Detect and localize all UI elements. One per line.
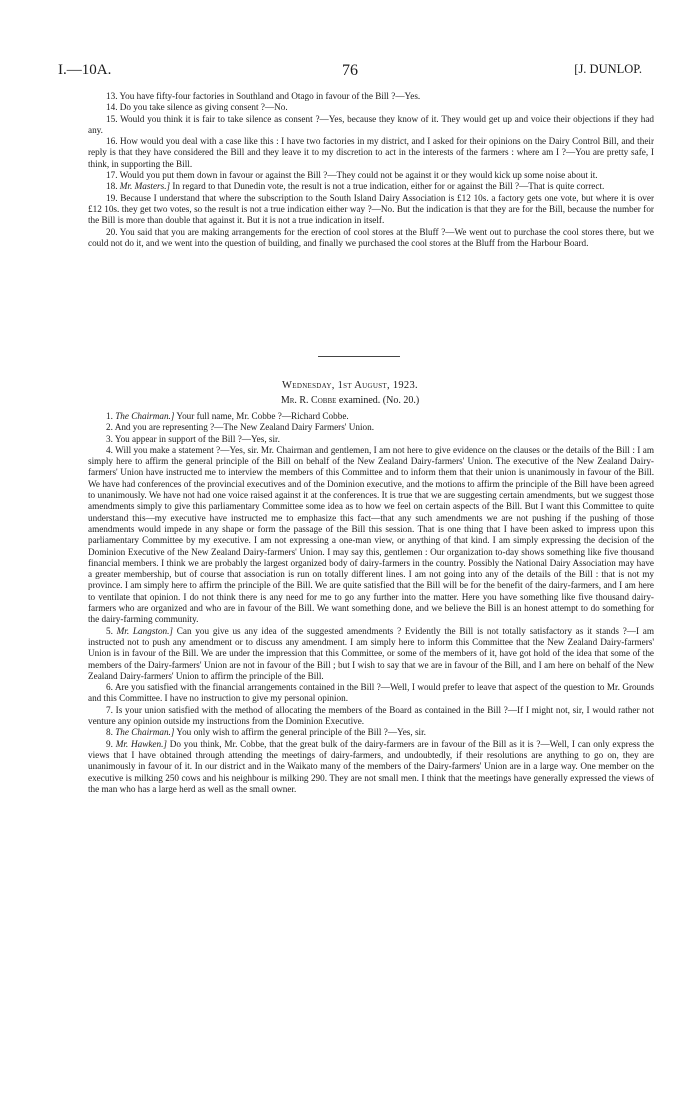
witness-name: Mr. R. Cobbe	[280, 395, 337, 406]
question-text: Would you think it is fair to take silence as consent ?—Yes, because they know of it. They would get up and voice their objections if they had any.	[88, 113, 655, 135]
page-number: 76	[342, 62, 358, 79]
section-divider	[318, 356, 400, 357]
question-text: You have fifty-four factories in Southland and Otago in favour of the Bill ?—Yes.	[119, 91, 421, 101]
question-paragraph	[88, 227, 654, 250]
question-number: 4.	[106, 444, 113, 455]
question-number: 20.	[106, 226, 118, 237]
speaker-name: Mr. Masters.]	[119, 181, 171, 192]
question-number: 9.	[106, 738, 113, 749]
speaker-name: The Chairman.]	[115, 411, 175, 421]
question-paragraph	[88, 193, 654, 227]
question-paragraph	[88, 727, 654, 738]
question-paragraph	[88, 739, 654, 795]
question-number: 6.	[106, 682, 113, 693]
question-number: 17.	[106, 170, 118, 181]
question-number: 15.	[106, 113, 118, 124]
question-paragraph	[88, 626, 654, 682]
question-paragraph	[88, 434, 654, 445]
question-number: 19.	[106, 192, 118, 203]
question-paragraph	[88, 114, 654, 137]
question-paragraph	[88, 682, 654, 705]
question-text: Do you take silence as giving consent ?—No.	[119, 102, 288, 113]
question-text: Do you think, Mr. Cobbe, that the great bulk of the dairy-farmers are in favour of the Bill as it is ?—Well, I can only express the views that I have obtained through attending the meetings of dairy-farmers, and undoubtedly, if their resolutions are anything to go on, they are unanimously in favour of it. In our district and in the Waikato many of the members of the Dairy-farmers' Union are in a large way. One member on the executive is milking 250 cows and his neighbour is milking 290. They are not small men. I think that the meetings have generally expressed the views of the man who has a large herd as well as the small owner.	[88, 738, 654, 794]
question-number: 8.	[106, 727, 113, 738]
witness-heading	[0, 395, 700, 406]
question-text: And you are representing ?—The New Zealand Dairy Farmers' Union.	[114, 422, 375, 433]
evidence-block-dunlop	[88, 91, 654, 249]
question-text: Will you make a statement ?—Yes, sir. Mr. Chairman and gentlemen, I am not here to give evidence on the clauses or the details of the Bill : I am simply here to affirm the general principle of the Bill on behalf of the New Zealand Dairy-farmers' Union. The executive of the New Zealand Dairy-farmers' Union have instructed me to interview the members of this Committee and to inform them that their union is unanimously in favour of the Bill. We have had conferences of the provincial executives and of the Dominion executive, and the motions to affirm the principle of the Bill have been agreed to unanimously. We have not had one voice raised against it at the conferences. It is true that we are suggesting certain amendments, but we suggest those amendments simply to give this parliamentary Committee some idea as to how we feel on certain aspects of the Bill. But I want this Committee to quite understand this—my executive have instructed me to emphasize this fact—that any such amendments we are not pushing if the pushing of those amendments would impede in any shape or form the passage of the Bill this session. That is one thing that I have been asked to impress upon this parliamentary Committee by my executive. I am not expressing a one-man view, or anything of that kind. I am simply expressing the decision of the Dominion Executive of the New Zealand Dairy-farmers' Union. I may say this, gentlemen : Our organization to-day shows something like five thousand financial members. I think we are probably the largest organized body of dairy-farmers in the country. Possibly the National Dairy Association may have a greater membership, but of course that association is run on totally different lines. I am not going into any of the details of the Bill : that is not my province. I am simply here to affirm the principle of the Bill. We are quite satisfied that the Bill will be for the benefit of the dairy-farmers, and I am here to ventilate that opinion. I do not think there is any need for me to go any further into the matter. Here you have something like five thousand dairy-farmers who are organized and who are in favour of the Bill. We want something done, and we believe the Bill is an honest attempt to do something for the dairy-farming community.	[88, 444, 654, 625]
question-paragraph	[88, 170, 654, 181]
question-number: 7.	[106, 704, 113, 715]
question-number: 1.	[106, 411, 113, 421]
question-text: Is your union satisfied with the method of allocating the members of the Board as contained in the Bill ?—If I might not, sir, I would rather not venture any opinion outside my instructions from the Dominion Executive.	[88, 704, 655, 727]
question-text: Would you put them down in favour or against the Bill ?—They could not be against it or they would kick up some noise about it.	[119, 170, 598, 181]
page-header	[58, 62, 642, 80]
speaker-name: Mr. Hawken.]	[115, 738, 167, 749]
question-paragraph	[88, 102, 654, 113]
question-paragraph	[88, 136, 654, 170]
question-number: 16.	[106, 136, 118, 147]
paper-reference: I.—10A.	[58, 62, 112, 78]
speaker-name: The Chairman.]	[115, 727, 175, 738]
question-paragraph	[88, 705, 654, 728]
question-paragraph	[88, 181, 654, 192]
question-number: 3.	[106, 433, 113, 444]
question-paragraph	[88, 422, 654, 433]
question-number: 18.	[106, 181, 118, 192]
question-text: You said that you are making arrangements for the erection of cool stores at the Bluff ?—We went out to purchase the cool stores there, but we could not do it, and we went into the question of building, and finally we purchased the cool stores at the Bluff from the Harbour Board.	[88, 226, 654, 248]
evidence-block-cobbe	[88, 411, 654, 795]
question-paragraph	[88, 91, 654, 102]
question-text: You appear in support of the Bill ?—Yes, sir.	[114, 433, 280, 444]
question-number: 14.	[106, 102, 118, 113]
question-number: 13.	[106, 91, 118, 101]
witness-heading-rest: examined. (No. 20.)	[338, 395, 420, 406]
question-paragraph	[88, 445, 654, 626]
question-paragraph	[88, 411, 654, 422]
question-text: Your full name, Mr. Cobbe ?—Richard Cobbe.	[176, 411, 349, 421]
witness-header: [J. DUNLOP.	[574, 62, 642, 76]
question-text: Because I understand that where the subscription to the South Island Dairy Association is £12 10s. a factory gets one vote, but where it is over £12 10s. they get two votes, so the result is not a true indication either way ?—No. But the indication is that they are for the Bill, because the number for the Bill is more than double that against it. But it is not a true indication in itself.	[88, 192, 655, 226]
question-text: Are you satisfied with the financial arrangements contained in the Bill ?—Well, I would prefer to leave that aspect of the question to Mr. Grounds and this Committee. I have no instruction to give my personal opinion.	[88, 682, 654, 704]
question-number: 2.	[106, 422, 113, 433]
question-text: Can you give us any idea of the suggested amendments ? Evidently the Bill is not totally satisfactory as it stands ?—I am instructed not to push any amendment or to discuss any amendment. I am simply here to inform this Committee that the New Zealand Dairy-farmers' Union is in favour of the Bill. We are under the impression that this Committee, or some of the members of it, have got hold of the idea that some of the members of the Dairy-farmers' Union are not in favour of the Bill ; but I wish to say that we are in favour of the Bill, and I am here on behalf of the New Zealand Dairy-farmers' Union to affirm the principle of the Bill.	[88, 625, 655, 681]
speaker-name: Mr. Langston.]	[116, 625, 174, 636]
question-text: How would you deal with a case like this : I have two factories in my district, and I asked for their opinions on the Dairy Control Bill, and their reply is that they have considered the Bill and they leave it to my discretion to act in the interests of the farmers : where am I ?—You are pretty safe, I think, in supporting the Bill.	[88, 136, 655, 169]
question-text: You only wish to affirm the general principle of the Bill ?—Yes, sir.	[176, 727, 426, 738]
session-date: Wednesday, 1st August, 1923.	[282, 380, 418, 391]
question-number: 5.	[106, 625, 113, 636]
question-text: In regard to that Dunedin vote, the result is not a true indication, either for or against the Bill ?—That is quite correct.	[172, 181, 605, 192]
